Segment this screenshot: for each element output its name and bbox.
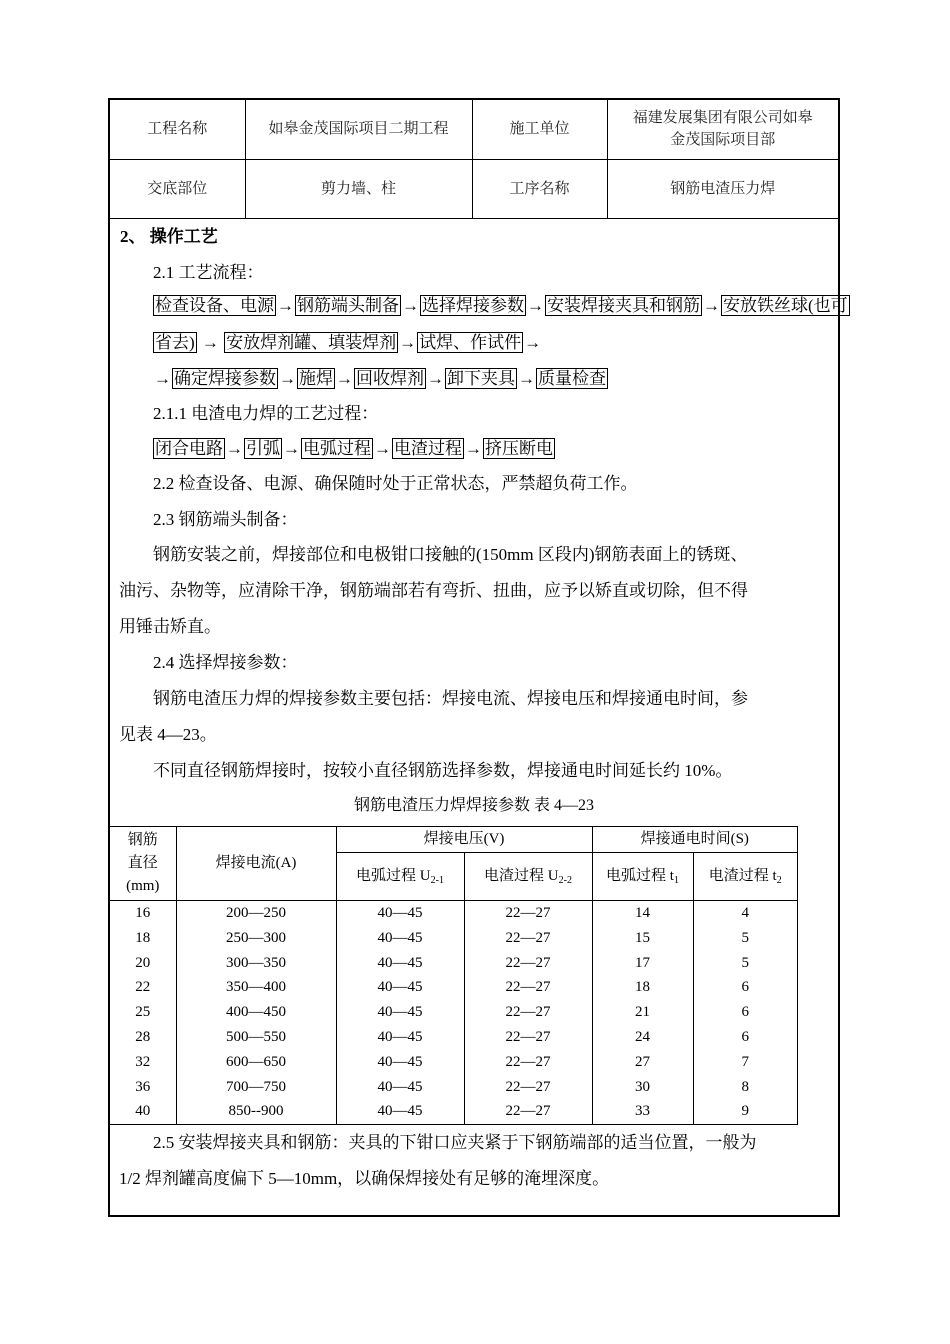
s24-paragraph: 钢筋电渣压力焊的焊接参数主要包括：焊接电流、焊接电压和焊接通电时间，参 [153,689,748,708]
time-header: 焊接通电时间(S) [592,827,797,853]
s24-paragraph: 见表 4—23。 [119,725,217,744]
table-cell: 40—45 [336,1099,464,1124]
arc-voltage-header: 电弧过程 $U_{2-1}$ [336,853,464,901]
flow-step: 电弧过程 [303,439,371,458]
table-cell: 5 [693,951,797,976]
s23-paragraph: 钢筋安装之前，焊接部位和电极钳口接触的(150mm 区段内)钢筋表面上的锈斑、 [153,545,748,564]
table-cell: 6 [693,975,797,1000]
s24-paragraph: 不同直径钢筋焊接时，按较小直径钢筋选择参数，焊接通电时间延长约 10%。 [153,761,733,780]
table-row [110,926,798,951]
table-cell: 40—45 [336,1000,464,1025]
arrow: → [524,333,542,352]
table-cell: 4 [693,901,797,926]
arrow: → [527,296,544,315]
process-label: 工序名称 [472,159,607,218]
flow-step: 电渣过程 [394,439,462,458]
arrow: → [336,369,353,388]
table-cell: 500—550 [176,1025,336,1050]
flow-step: 省去) [155,333,195,352]
table-cell: 600—650 [176,1050,336,1075]
arrow: → [518,369,535,388]
flow-step: 安放焊剂罐、填装焊剂 [226,333,397,352]
table-cell: 22—27 [464,926,592,951]
table-cell: 22—27 [464,1099,592,1124]
table-cell: 22—27 [464,1050,592,1075]
table-cell: 850--900 [176,1099,336,1124]
table-cell: 22—27 [464,975,592,1000]
arrow: → [465,439,482,458]
arrow: → [399,333,417,352]
slag-voltage-header: 电渣过程 $U_{2-2}$ [464,853,592,901]
project-name-label: 工程名称 [110,100,245,159]
table-row [110,1000,798,1025]
table-cell: 200—250 [176,901,336,926]
table-cell: 40—45 [336,1025,464,1050]
flow-step: 钢筋端头制备 [297,296,399,315]
table-cell: 28 [135,1028,151,1045]
table-cell: 22—27 [464,901,592,926]
table-cell: 9 [693,1099,797,1124]
table-cell: 16 [135,905,151,921]
s211-title: 2.1.1 电渣电力焊的工艺过程： [153,404,379,423]
arrow: → [427,369,444,388]
table-cell: 18 [135,929,151,946]
welding-parameter-table [110,826,798,1125]
location-label: 交底部位 [110,159,245,218]
current-header: 焊接电流(A) [176,827,336,901]
table-cell: 6 [693,1025,797,1050]
flow-step: 卸下夹具 [447,369,515,388]
table-cell: 32 [135,1053,151,1070]
arrow: → [226,439,243,458]
table-row [110,1075,798,1100]
table-row [110,1099,798,1124]
voltage-header: 焊接电压(V) [336,827,592,853]
table-cell: 40—45 [336,1075,464,1100]
process-name: 钢筋电渣压力焊 [607,159,838,218]
arrow: → [201,333,219,352]
table-cell: 40 [110,1099,176,1124]
contractor-label: 施工单位 [472,100,607,159]
table-cell: 22—27 [464,1000,592,1025]
flow-line-3 [153,364,608,389]
table-cell: 40—45 [336,901,464,926]
table-body [110,901,798,1125]
flow-step: 选择焊接参数 [422,296,524,315]
table-cell: 8 [693,1075,797,1100]
flow-step: 检查设备、电源 [155,296,274,315]
s22-text: 2.2 检查设备、电源、确保随时处于正常状态，严禁超负荷工作。 [153,474,638,493]
table-cell: 6 [693,1000,797,1025]
table-cell: 17 [592,951,693,976]
table-row [110,901,798,926]
arc-time-header: 电弧过程 $t_1$ [592,853,693,901]
table-cell: 7 [693,1050,797,1075]
s23-paragraph: 油污、杂物等，应清除干净，钢筋端部若有弯折、扭曲，应予以矫直或切除，但不得 [119,581,748,600]
table-cell: 700—750 [176,1075,336,1100]
s24-title: 2.4 选择焊接参数： [153,653,298,672]
table-cell: 21 [592,1000,693,1025]
arrow: → [283,439,300,458]
flow-line-1 [153,291,850,316]
flow-step: 施焊 [299,369,333,388]
table-cell: 300—350 [176,951,336,976]
disclosure-sheet [108,98,848,1217]
table-cell: 40—45 [336,926,464,951]
s23-paragraph: 用锤击矫直。 [119,617,221,636]
section-title: 2、 操作工艺 [120,227,218,246]
table-caption: 钢筋电渣压力焊焊接参数 表 4—23 [353,797,594,814]
s23-title: 2.3 钢筋端头制备： [153,510,298,529]
flow-step: 安装焊接夹具和钢筋 [547,296,700,315]
table-row [110,1050,798,1075]
flow-line-4 [153,434,555,459]
flow-step: 回收焊剂 [356,369,424,388]
flow-line-2 [153,328,542,353]
flow-step: 安放铁丝球(也可 [723,296,848,315]
table-cell: 5 [693,926,797,951]
table-cell: 36 [135,1078,151,1095]
table-cell: 14 [592,901,693,926]
table-cell: 40—45 [336,975,464,1000]
table-cell: 22—27 [464,951,592,976]
table-cell: 18 [592,975,693,1000]
table-cell: 22—27 [464,1025,592,1050]
flow-step: 挤压断电 [485,439,553,458]
table-cell: 33 [592,1099,693,1124]
project-name: 如皋金茂国际项目二期工程 [245,100,472,159]
arrow: → [374,439,391,458]
table-cell: 350—400 [176,975,336,1000]
table-cell: 15 [592,926,693,951]
flow-step: 试焊、作试件 [419,333,522,352]
table-cell: 40—45 [336,951,464,976]
location: 剪力墙、柱 [245,159,472,218]
arrow: → [402,296,419,315]
s21-title: 2.1 工艺流程： [153,263,264,282]
flow-step: 闭合电路 [155,439,223,458]
diameter-header: 钢筋 直径 (mm) [110,827,176,901]
table-cell: 40—45 [336,1050,464,1075]
table-cell: 27 [592,1050,693,1075]
contractor: 福建发展集团有限公司如皋 金茂国际项目部 [607,100,838,159]
table-cell: 250—300 [176,926,336,951]
flow-step: 质量检查 [538,369,606,388]
arrow: → [703,296,720,315]
table-cell: 24 [592,1025,693,1050]
arrow: → [154,369,171,388]
table-cell: 20 [135,954,151,971]
table-row [110,1025,798,1050]
table-cell: 22—27 [464,1075,592,1100]
table-cell: 400—450 [176,1000,336,1025]
table-cell: 25 [135,1004,151,1021]
table-row [110,975,798,1000]
table-row [110,951,798,976]
s25-paragraph: 1/2 焊剂罐高度偏下 5—10mm，以确保焊接处有足够的淹埋深度。 [119,1169,610,1188]
arrow: → [277,296,294,315]
arrow: → [279,369,296,388]
flow-step: 引弧 [246,439,280,458]
slag-time-header: 电渣过程 $t_2$ [693,853,797,901]
table-cell: 22 [135,979,151,996]
table-cell: 30 [592,1075,693,1100]
flow-step: 确定焊接参数 [174,369,276,388]
header-table [110,100,838,219]
s25-paragraph: 2.5 安装焊接夹具和钢筋：夹具的下钳口应夹紧于下钢筋端部的适当位置，一般为 [153,1133,757,1152]
